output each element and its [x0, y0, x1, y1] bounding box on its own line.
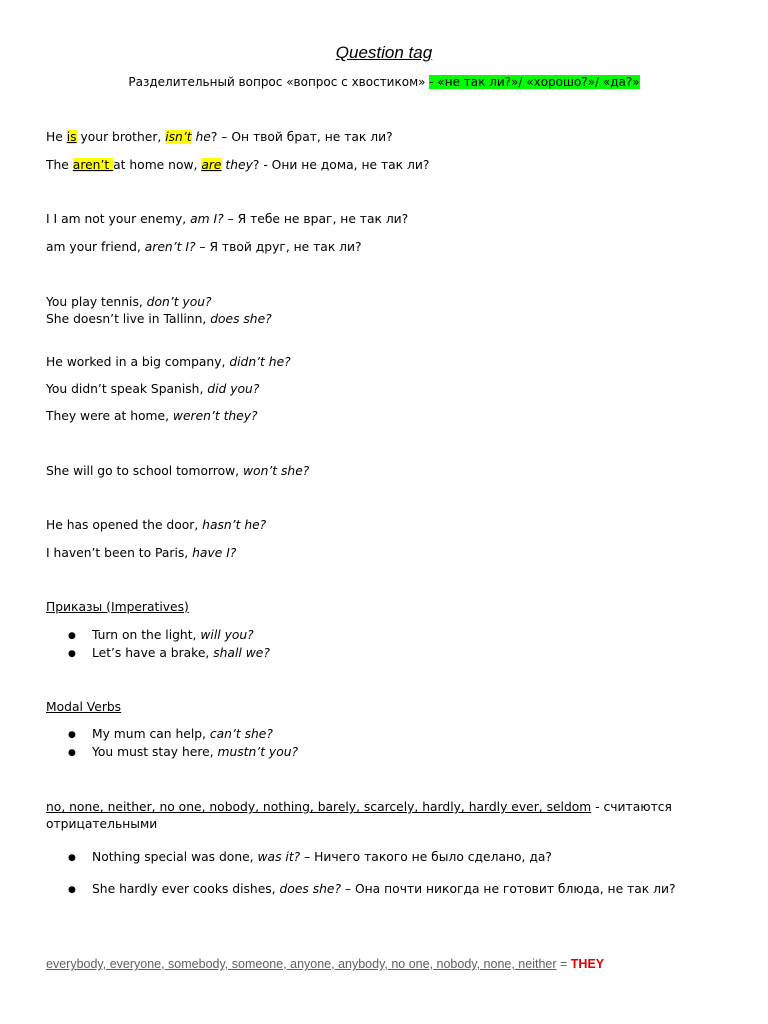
bullet-icon: ● [68, 649, 76, 659]
tag-text: won’t she? [242, 464, 310, 478]
tag-text: mustn’t you? [217, 745, 299, 759]
tag-text: will you? [200, 628, 254, 642]
text-span: My mum can help, [92, 727, 210, 741]
tag-text: shall we? [213, 646, 270, 660]
text-span: She hardly ever cooks dishes, [92, 882, 280, 896]
tag-text: hasn’t he? [202, 518, 267, 532]
example-line [46, 129, 393, 145]
text-span: He has opened the door, [46, 518, 203, 532]
tag-text: was it? [257, 850, 301, 864]
text-span: You didn’t speak Spanish, [46, 382, 208, 396]
highlighted-tag: isn’t [165, 130, 192, 144]
subtitle-plain: Разделительный вопрос «вопрос с хвостиком» [128, 75, 430, 89]
tag-text: does she? [210, 312, 272, 326]
tag-text: can’t she? [209, 727, 273, 741]
text-span: You play tennis, [46, 295, 147, 309]
tag-text: am I? [190, 212, 224, 226]
text-span: He worked in a big company, [46, 355, 230, 369]
list-item [68, 726, 273, 743]
example-line [46, 545, 236, 561]
negative-words: no, none, neither, no one, nobody, nothing, barely, scarcely, hardly, hardly ever, seldom [46, 800, 592, 814]
tag-text: did you? [207, 382, 260, 396]
page-title: Question tag [335, 43, 433, 62]
text-span: I haven’t been to Paris, [46, 546, 193, 560]
footer-rule [46, 957, 604, 971]
section-heading-imperatives: Приказы (Imperatives) [46, 600, 189, 614]
text-span: He [46, 130, 67, 144]
text-span: Turn on the light, [92, 628, 201, 642]
list-item [68, 645, 270, 662]
bullet-icon: ● [68, 730, 76, 740]
tag-text: aren’t I? [144, 240, 196, 254]
tag-text: they [221, 158, 253, 172]
tag-text: didn’t he? [229, 355, 291, 369]
text-span: am your friend, [46, 240, 145, 254]
section-heading-modal-verbs: Modal Verbs [46, 700, 122, 714]
translation-text: – Я тебе не враг, не так ли? [223, 212, 409, 226]
tag-text: have I? [192, 546, 237, 560]
example-line [46, 211, 408, 227]
list-item [68, 744, 298, 761]
bullet-icon: ● [68, 853, 76, 863]
text-span: your brother, [76, 130, 166, 144]
footer-result: THEY [570, 957, 605, 971]
tag-text: weren’t they? [172, 409, 258, 423]
page-subtitle [0, 75, 768, 89]
negatives-line [46, 799, 672, 815]
text-span: Let’s have a brake, [92, 646, 214, 660]
list-item [68, 849, 552, 866]
example-line [46, 463, 309, 479]
tag-text: he [191, 130, 211, 144]
text-span: - считаются [591, 800, 672, 814]
text-span: She will go to school tomorrow, [46, 464, 243, 478]
highlighted-verb: aren’t [72, 158, 114, 172]
bullet-icon: ● [68, 885, 76, 895]
list-item [68, 627, 254, 644]
example-line [46, 311, 272, 327]
subtitle-highlight: - «не так ли?»/ «хорошо?»/ «да?» [429, 75, 640, 89]
equals-sign: = [556, 957, 571, 971]
example-line [46, 408, 258, 424]
translation-text: ? - Они не дома, не так ли? [252, 158, 430, 172]
text-span: at home now, [113, 158, 202, 172]
translation-text: – Я твой друг, не так ли? [195, 240, 362, 254]
tag-text: does she? [279, 882, 341, 896]
tag-text: don’t you? [146, 295, 212, 309]
list-item [68, 881, 675, 898]
footer-words: everybody, everyone, somebody, someone, anyone, anybody, no one, nobody, none, neither [46, 957, 557, 971]
example-line [46, 381, 259, 397]
negatives-line-2: отрицательными [46, 817, 158, 831]
translation-text: – Она почти никогда не готовит блюда, не так ли? [341, 882, 676, 896]
text-span: She doesn’t live in Tallinn, [46, 312, 211, 326]
text-span: The [46, 158, 73, 172]
example-line [46, 517, 266, 533]
highlighted-tag: are [201, 158, 222, 172]
example-line [46, 294, 212, 310]
highlighted-verb: is [66, 130, 77, 144]
example-line [46, 157, 429, 173]
bullet-icon: ● [68, 748, 76, 758]
text-span: I I am not your enemy, [46, 212, 191, 226]
text-span: You must stay here, [92, 745, 218, 759]
example-line [46, 354, 291, 370]
translation-text: – Ничего такого не было сделано, да? [300, 850, 552, 864]
example-line [46, 239, 362, 255]
text-span: They were at home, [46, 409, 173, 423]
bullet-icon: ● [68, 631, 76, 641]
text-span: Nothing special was done, [92, 850, 258, 864]
translation-text: ? – Он твой брат, не так ли? [210, 130, 393, 144]
